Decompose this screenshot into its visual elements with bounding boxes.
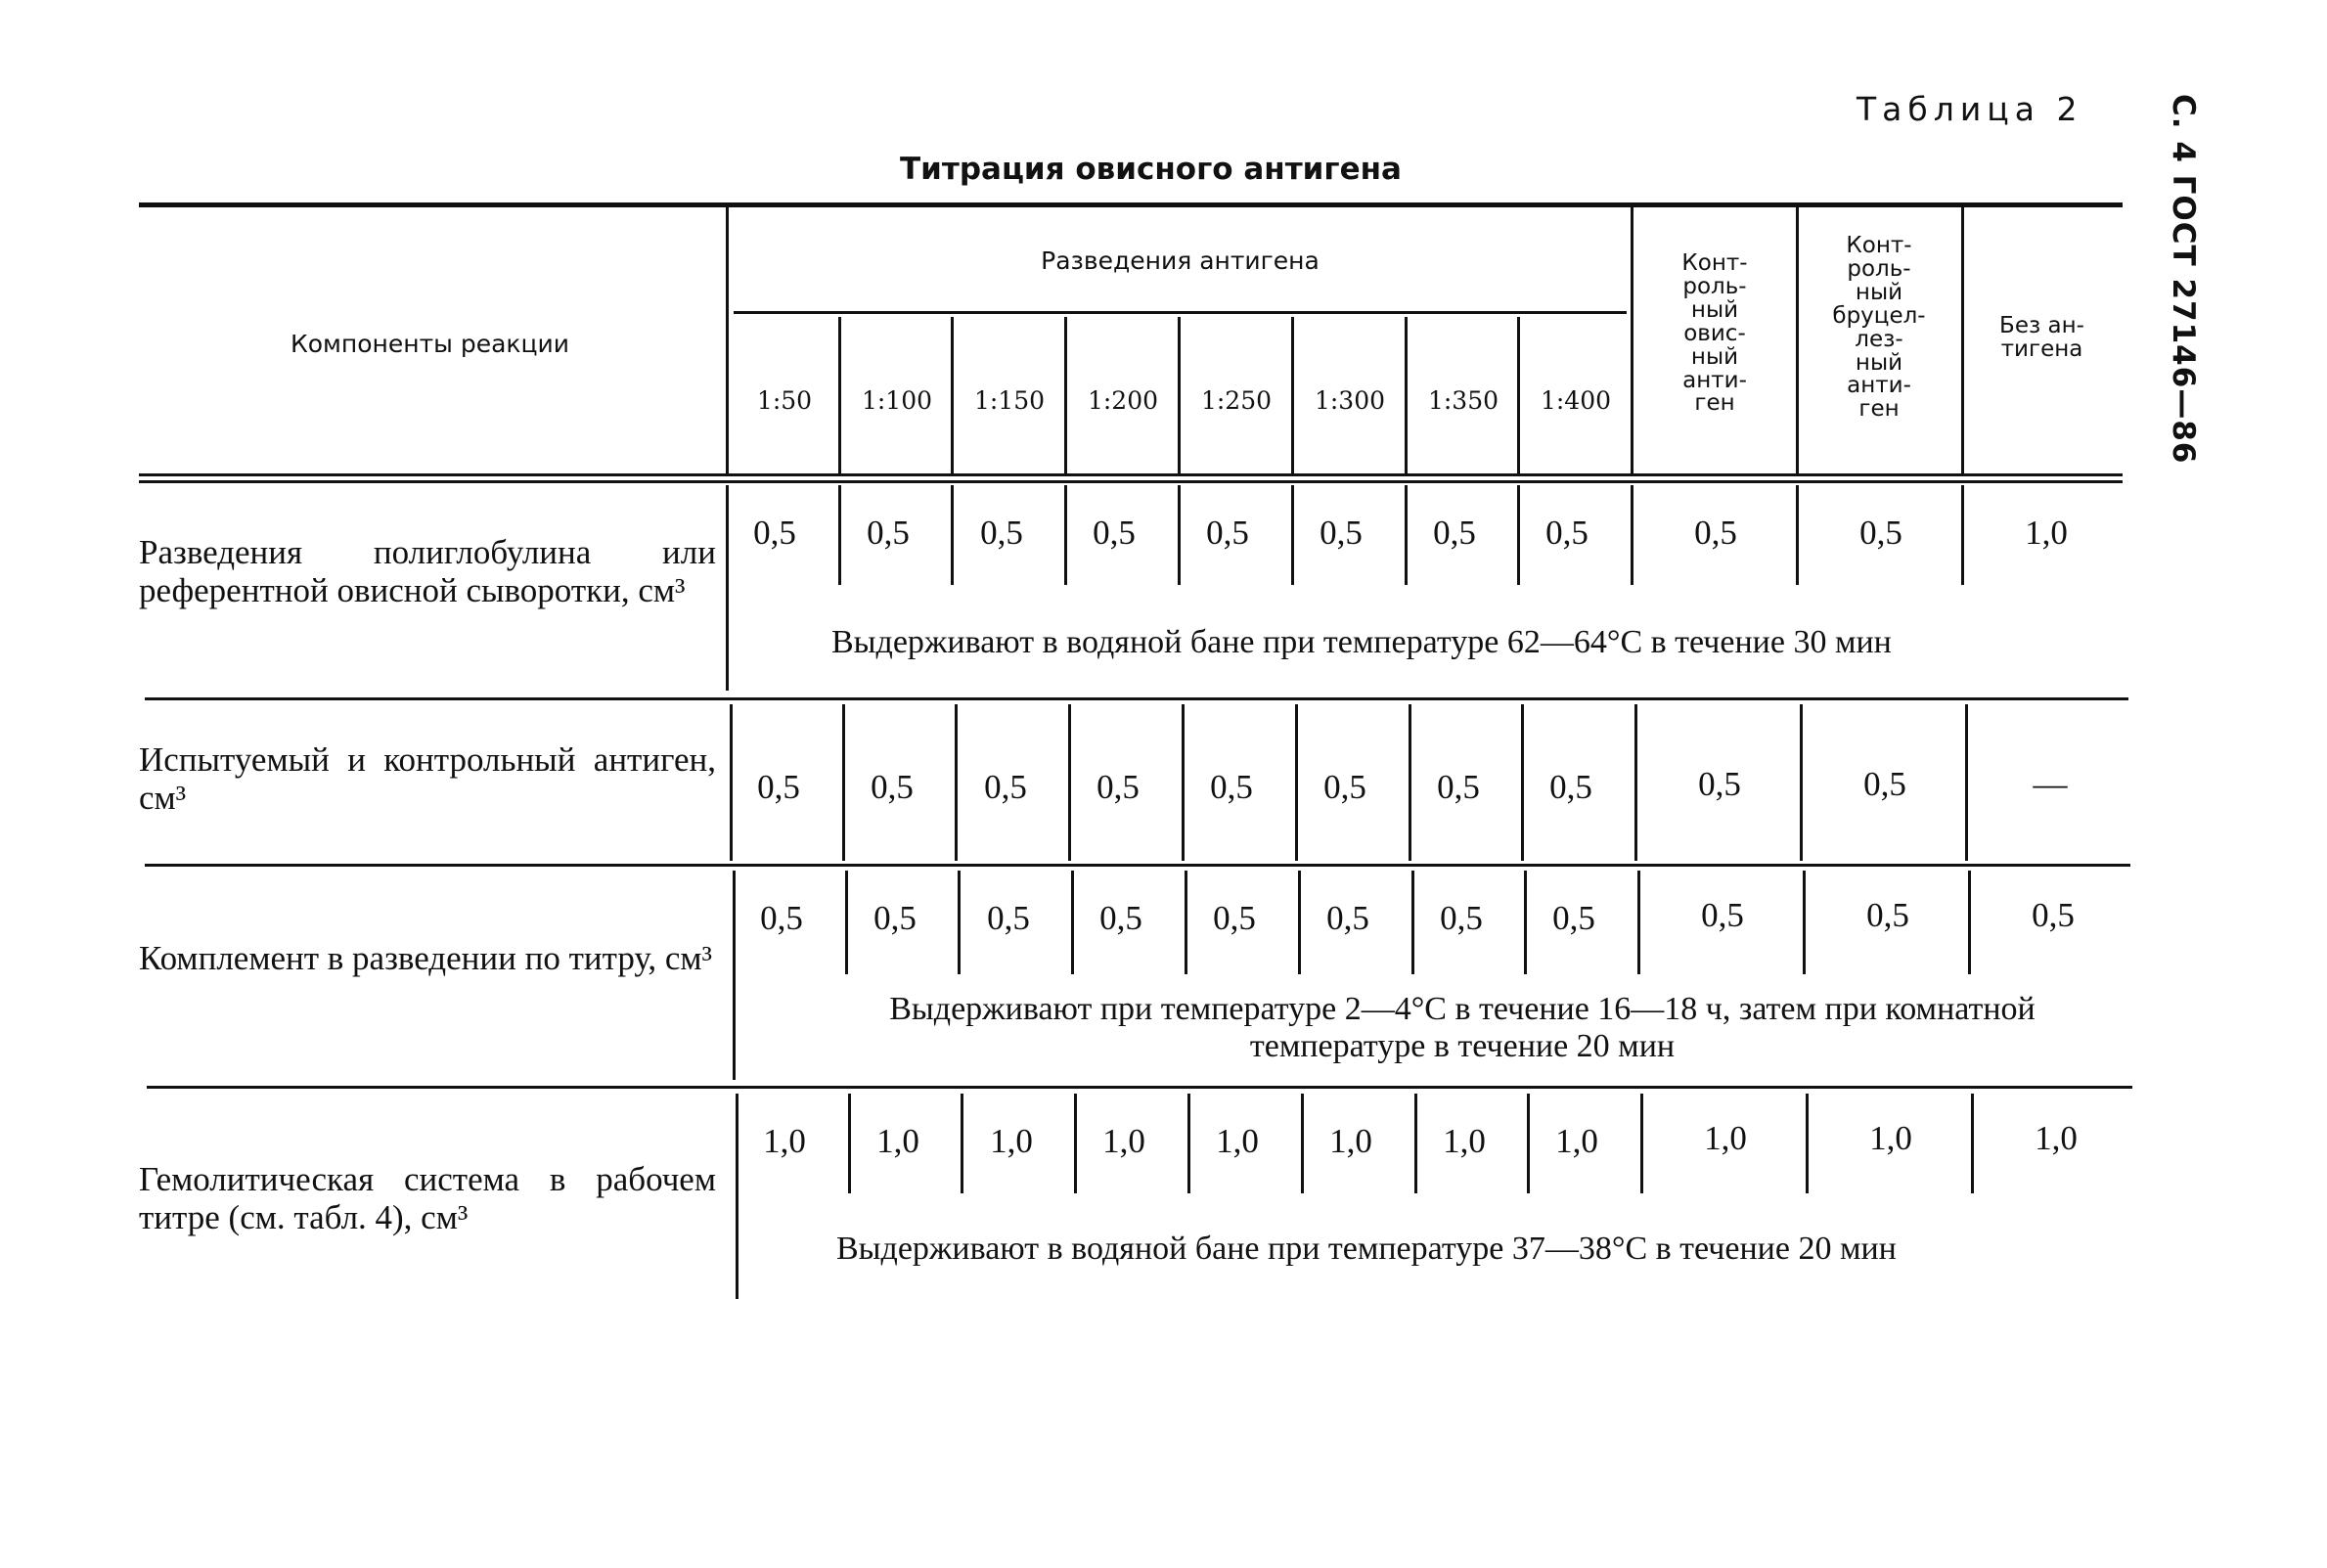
- row-rule: [145, 864, 2130, 867]
- header-divider: [726, 207, 729, 473]
- table-cell-value: 1,0: [1704, 1119, 1747, 1157]
- no-antigen-header: Без ан- тигена: [1999, 313, 2084, 362]
- table-cell-value: 1,0: [763, 1122, 806, 1160]
- table-cell-value: 0,5: [1093, 514, 1136, 552]
- value-divider: [1637, 871, 1640, 974]
- table-cell-value: 1,0: [1869, 1119, 1912, 1157]
- table-cell-value: 0,5: [757, 768, 800, 806]
- table-cell-value: 1,0: [1443, 1122, 1486, 1160]
- table-cell-value: 0,5: [1440, 899, 1483, 937]
- dilution-1-400: 1:400: [1540, 386, 1612, 415]
- dilution-1-300: 1:300: [1314, 386, 1386, 415]
- table-cell-value: 1,0: [876, 1122, 919, 1160]
- table-cell-value: 0,5: [987, 899, 1030, 937]
- dilution-divider: [1178, 317, 1181, 473]
- table-cell-value: 1,0: [2035, 1119, 2078, 1157]
- table-cell-value: 0,5: [1433, 514, 1476, 552]
- control-brucella-antigen-header: Конт- роль- ный бруцел- лез- ный анти- ген: [1832, 233, 1926, 423]
- value-divider: [1965, 704, 1968, 861]
- dilution-1-150: 1:150: [973, 386, 1046, 415]
- dilution-divider: [1291, 317, 1294, 473]
- table-cell-value: 0,5: [1866, 896, 1909, 934]
- incubation-note: Выдерживают при температуре 2—4°С в течение 16—18 ч, затем при комнатной температуре в течение 20 мин: [889, 991, 2036, 1065]
- table-cell-value: 0,5: [2032, 896, 2075, 934]
- incubation-note: Выдерживают в водяной бане при температуре 37—38°С в течение 20 мин: [836, 1231, 1897, 1267]
- dilutions-group-header: Разведения антигена: [1041, 246, 1320, 275]
- dilution-divider: [1405, 317, 1408, 473]
- table-cell-value: 0,5: [1213, 899, 1256, 937]
- table-title: Титрация овисного антигена: [900, 152, 1402, 187]
- header-bottom-rule: [139, 480, 2123, 483]
- table-cell-value: 0,5: [1863, 765, 1906, 803]
- value-divider: [1640, 1094, 1643, 1193]
- table-cell-value: 0,5: [1099, 899, 1142, 937]
- table-cell-value: 0,5: [1096, 768, 1140, 806]
- table-cell-value: 0,5: [871, 768, 914, 806]
- header-divider: [1631, 207, 1633, 473]
- table-cell-value: 1,0: [990, 1122, 1033, 1160]
- dilution-1-350: 1:350: [1427, 386, 1499, 415]
- value-divider: [1968, 871, 1971, 974]
- table-number-label: Таблица 2: [1857, 90, 2083, 128]
- row-rule: [147, 1086, 2132, 1089]
- value-divider: [1803, 871, 1806, 974]
- table-cell-value: 1,0: [1216, 1122, 1259, 1160]
- dilution-1-200: 1:200: [1087, 386, 1159, 415]
- table-cell-value: 0,5: [984, 768, 1027, 806]
- table-cell-value: 0,5: [760, 899, 803, 937]
- dilution-divider: [1064, 317, 1067, 473]
- header-divider: [1961, 207, 1964, 473]
- table-cell-value: 0,5: [1701, 896, 1744, 934]
- component-label: Разведения полиглобулина или референтной овисной сыворотки, см³: [139, 533, 716, 610]
- table-cell-value: 0,5: [980, 514, 1023, 552]
- value-divider: [1800, 704, 1803, 861]
- table-cell-value: 0,5: [1545, 514, 1589, 552]
- page-side-header: С. 4 ГОСТ 27146—86: [2166, 94, 2201, 465]
- components-header: Компоненты реакции: [290, 330, 570, 358]
- table-cell-value: 0,5: [1326, 899, 1369, 937]
- value-divider: [1634, 704, 1637, 861]
- component-label: Гемолитическая система в рабочем титре (см. табл. 4), см³: [139, 1160, 716, 1237]
- table-top-rule: [139, 202, 2123, 207]
- table-cell-value: 1,0: [1555, 1122, 1598, 1160]
- control-ovis-antigen-header: Конт- роль- ный овис- ный анти- ген: [1681, 250, 1748, 417]
- row-rule: [145, 697, 2128, 700]
- header-bottom-rule: [139, 473, 2123, 476]
- dilutions-group-rule: [734, 311, 1627, 314]
- table-cell-value: 1,0: [2025, 514, 2068, 552]
- table-cell-value: 0,5: [753, 514, 796, 552]
- table-cell-value: 1,0: [1329, 1122, 1372, 1160]
- table-cell-value: 0,5: [1320, 514, 1363, 552]
- table-cell-value: 0,5: [1210, 768, 1253, 806]
- table-cell-value: 0,5: [1698, 765, 1741, 803]
- table-cell-value: 0,5: [1859, 514, 1902, 552]
- table-cell-value: —: [2033, 765, 2068, 803]
- value-divider: [1806, 1094, 1809, 1193]
- component-label: Испытуемый и контрольный антиген, см³: [139, 740, 716, 818]
- table-cell-value: 0,5: [1323, 768, 1366, 806]
- dilution-1-250: 1:250: [1200, 386, 1273, 415]
- table-cell-value: 0,5: [1437, 768, 1480, 806]
- value-divider: [1971, 1094, 1974, 1193]
- value-divider: [1796, 485, 1799, 585]
- table-cell-value: 0,5: [1552, 899, 1595, 937]
- component-label: Комплемент в разведении по титру, см³: [139, 939, 713, 977]
- header-divider: [1796, 207, 1799, 473]
- table-cell-value: 0,5: [1549, 768, 1592, 806]
- table-cell-value: 1,0: [1102, 1122, 1145, 1160]
- table-cell-value: 0,5: [867, 514, 910, 552]
- value-divider: [1631, 485, 1633, 585]
- table-cell-value: 0,5: [1206, 514, 1249, 552]
- table-cell-value: 0,5: [873, 899, 917, 937]
- value-divider: [1961, 485, 1964, 585]
- dilution-1-50: 1:50: [756, 386, 813, 415]
- incubation-note: Выдерживают в водяной бане при температуре 62—64°С в течение 30 мин: [831, 624, 1892, 660]
- table-cell-value: 0,5: [1694, 514, 1737, 552]
- dilution-1-100: 1:100: [861, 386, 933, 415]
